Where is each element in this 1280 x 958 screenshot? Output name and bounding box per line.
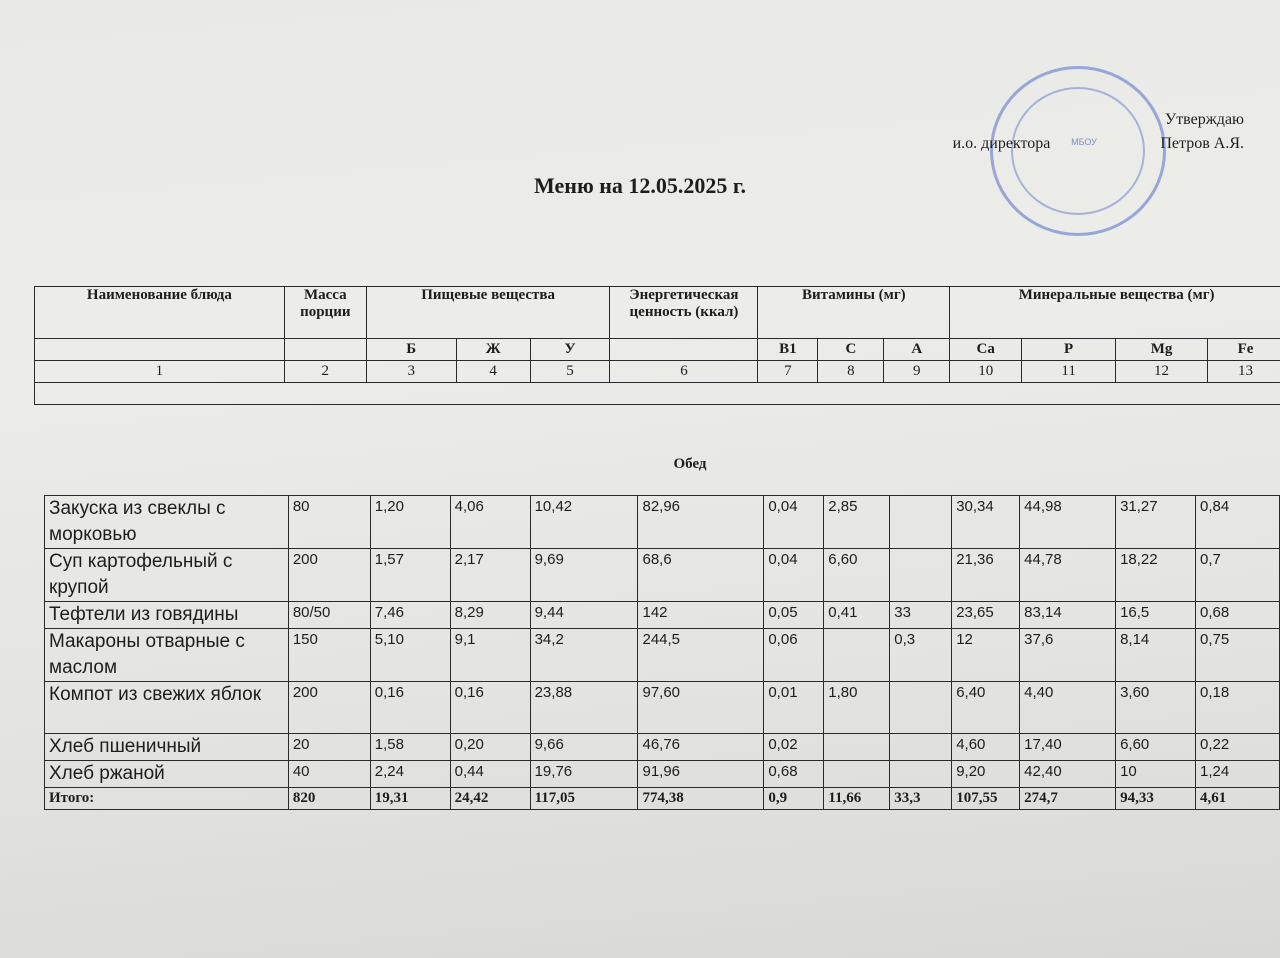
cell-value: 1,58 <box>370 734 450 761</box>
cell-value: 10,42 <box>530 496 638 549</box>
column-number: 5 <box>530 361 610 383</box>
column-number: 8 <box>818 361 884 383</box>
menu-table <box>44 495 1280 810</box>
cell-value: 91,96 <box>638 761 764 788</box>
total-row <box>45 788 1280 810</box>
table-row <box>45 761 1280 788</box>
column-number: 11 <box>1022 361 1116 383</box>
cell-value: 0,44 <box>450 761 530 788</box>
sub-header: Б <box>366 339 456 361</box>
cell-value: 97,60 <box>638 682 764 734</box>
cell-value: 23,65 <box>952 602 1020 629</box>
cell-value: 18,22 <box>1116 549 1196 602</box>
table-row <box>45 602 1280 629</box>
col-name-header: Наименование блюда <box>35 287 285 339</box>
cell-value: 40 <box>288 761 370 788</box>
column-number: 4 <box>456 361 530 383</box>
cell-value <box>890 549 952 602</box>
cell-value: 44,98 <box>1020 496 1116 549</box>
cell-value: 0,22 <box>1196 734 1280 761</box>
total-value: 4,61 <box>1196 788 1280 810</box>
col-energy-header: Энергетическая ценность (ккал) <box>610 287 758 339</box>
total-value: 11,66 <box>824 788 890 810</box>
cell-value: 0,75 <box>1196 629 1280 682</box>
total-value: 820 <box>288 788 370 810</box>
cell-value: 244,5 <box>638 629 764 682</box>
cell-value: 2,24 <box>370 761 450 788</box>
cell-value: 6,60 <box>1116 734 1196 761</box>
cell-value: 0,20 <box>450 734 530 761</box>
page-title: Меню на 12.05.2025 г. <box>534 173 746 198</box>
table-row <box>45 734 1280 761</box>
cell-value: 0,01 <box>764 682 824 734</box>
total-value: 33,3 <box>890 788 952 810</box>
table-row <box>45 496 1280 549</box>
cell-value: 82,96 <box>638 496 764 549</box>
cell-value: 19,76 <box>530 761 638 788</box>
dish-name: Компот из свежих яблок <box>45 682 289 734</box>
cell-value: 12 <box>952 629 1020 682</box>
cell-value: 37,6 <box>1020 629 1116 682</box>
cell-value: 80 <box>288 496 370 549</box>
cell-value: 30,34 <box>952 496 1020 549</box>
cell-value: 6,40 <box>952 682 1020 734</box>
cell-value: 9,44 <box>530 602 638 629</box>
cell-value: 4,60 <box>952 734 1020 761</box>
cell-value: 20 <box>288 734 370 761</box>
cell-value: 46,76 <box>638 734 764 761</box>
cell-value: 80/50 <box>288 602 370 629</box>
cell-value: 142 <box>638 602 764 629</box>
total-value: 0,9 <box>764 788 824 810</box>
cell-value: 200 <box>288 682 370 734</box>
cell-value: 0,16 <box>370 682 450 734</box>
dish-name: Тефтели из говядины <box>45 602 289 629</box>
cell-value: 1,20 <box>370 496 450 549</box>
cell-value: 0,04 <box>764 549 824 602</box>
column-number: 1 <box>35 361 285 383</box>
sub-header: C <box>818 339 884 361</box>
cell-value: 1,57 <box>370 549 450 602</box>
table-row <box>45 629 1280 682</box>
cell-value: 0,41 <box>824 602 890 629</box>
cell-value: 9,20 <box>952 761 1020 788</box>
table-row <box>45 682 1280 734</box>
total-value: 94,33 <box>1116 788 1196 810</box>
cell-value: 0,18 <box>1196 682 1280 734</box>
cell-value: 1,80 <box>824 682 890 734</box>
cell-value: 0,84 <box>1196 496 1280 549</box>
cell-value: 68,6 <box>638 549 764 602</box>
cell-value: 2,85 <box>824 496 890 549</box>
sub-header: Mg <box>1116 339 1208 361</box>
approval-name: Петров А.Я. <box>1160 135 1244 152</box>
cell-value: 7,46 <box>370 602 450 629</box>
total-value: 117,05 <box>530 788 638 810</box>
sub-header: B1 <box>758 339 818 361</box>
col-minerals-header: Минеральные вещества (мг) <box>950 287 1280 339</box>
cell-value: 42,40 <box>1020 761 1116 788</box>
cell-value: 0,68 <box>764 761 824 788</box>
column-number: 13 <box>1207 361 1280 383</box>
cell-value: 31,27 <box>1116 496 1196 549</box>
cell-value: 0,7 <box>1196 549 1280 602</box>
cell-value: 6,60 <box>824 549 890 602</box>
column-number: 10 <box>950 361 1022 383</box>
dish-name: Хлеб пшеничный <box>45 734 289 761</box>
dish-name: Закуска из свеклы с морковью <box>45 496 289 549</box>
total-value: 24,42 <box>450 788 530 810</box>
approval-position: и.о. директора <box>952 135 1051 152</box>
cell-value: 9,69 <box>530 549 638 602</box>
cell-value <box>824 734 890 761</box>
approval-block <box>953 108 1244 156</box>
cell-value: 5,10 <box>370 629 450 682</box>
cell-value: 16,5 <box>1116 602 1196 629</box>
col-vitamins-header: Витамины (мг) <box>758 287 950 339</box>
cell-value: 0,02 <box>764 734 824 761</box>
column-numbers-row <box>35 361 1280 383</box>
table-row <box>45 549 1280 602</box>
cell-value: 9,66 <box>530 734 638 761</box>
dish-name: Хлеб ржаной <box>45 761 289 788</box>
total-value: 274,7 <box>1020 788 1116 810</box>
cell-value: 200 <box>288 549 370 602</box>
cell-value <box>890 496 952 549</box>
sub-header: A <box>884 339 950 361</box>
cell-value <box>890 682 952 734</box>
cell-value: 34,2 <box>530 629 638 682</box>
column-number: 3 <box>366 361 456 383</box>
cell-value: 0,05 <box>764 602 824 629</box>
column-number: 12 <box>1116 361 1208 383</box>
cell-value <box>890 761 952 788</box>
cell-value: 0,04 <box>764 496 824 549</box>
cell-value <box>824 629 890 682</box>
sub-header: Fe <box>1207 339 1280 361</box>
cell-value: 17,40 <box>1020 734 1116 761</box>
cell-value: 23,88 <box>530 682 638 734</box>
col-nutrients-header: Пищевые вещества <box>366 287 610 339</box>
cell-value: 44,78 <box>1020 549 1116 602</box>
column-number: 6 <box>610 361 758 383</box>
cell-value: 0,06 <box>764 629 824 682</box>
cell-value: 2,17 <box>450 549 530 602</box>
cell-value: 150 <box>288 629 370 682</box>
cell-value: 8,14 <box>1116 629 1196 682</box>
section-title: Обед <box>673 456 707 472</box>
total-value: 107,55 <box>952 788 1020 810</box>
cell-value: 33 <box>890 602 952 629</box>
cell-value: 0,68 <box>1196 602 1280 629</box>
cell-value <box>824 761 890 788</box>
approval-label: Утверждаю <box>1164 111 1244 128</box>
cell-value: 10 <box>1116 761 1196 788</box>
total-label: Итого: <box>45 788 289 810</box>
cell-value <box>890 734 952 761</box>
total-value: 19,31 <box>370 788 450 810</box>
column-number: 2 <box>284 361 366 383</box>
col-mass-header: Масса порции <box>284 287 366 339</box>
cell-value: 0,16 <box>450 682 530 734</box>
column-number: 7 <box>758 361 818 383</box>
sub-header: Ca <box>950 339 1022 361</box>
sub-header: Ж <box>456 339 530 361</box>
cell-value: 8,29 <box>450 602 530 629</box>
cell-value: 0,3 <box>890 629 952 682</box>
header-table <box>34 286 1280 405</box>
sub-header: P <box>1022 339 1116 361</box>
cell-value: 9,1 <box>450 629 530 682</box>
cell-value: 4,06 <box>450 496 530 549</box>
sub-header: У <box>530 339 610 361</box>
menu-rows <box>45 496 1280 810</box>
stamp-text: МБОУ <box>1071 137 1097 147</box>
cell-value: 4,40 <box>1020 682 1116 734</box>
dish-name: Макароны отварные с маслом <box>45 629 289 682</box>
cell-value: 3,60 <box>1116 682 1196 734</box>
cell-value: 83,14 <box>1020 602 1116 629</box>
dish-name: Суп картофельный с крупой <box>45 549 289 602</box>
cell-value: 21,36 <box>952 549 1020 602</box>
column-number: 9 <box>884 361 950 383</box>
cell-value: 1,24 <box>1196 761 1280 788</box>
total-value: 774,38 <box>638 788 764 810</box>
